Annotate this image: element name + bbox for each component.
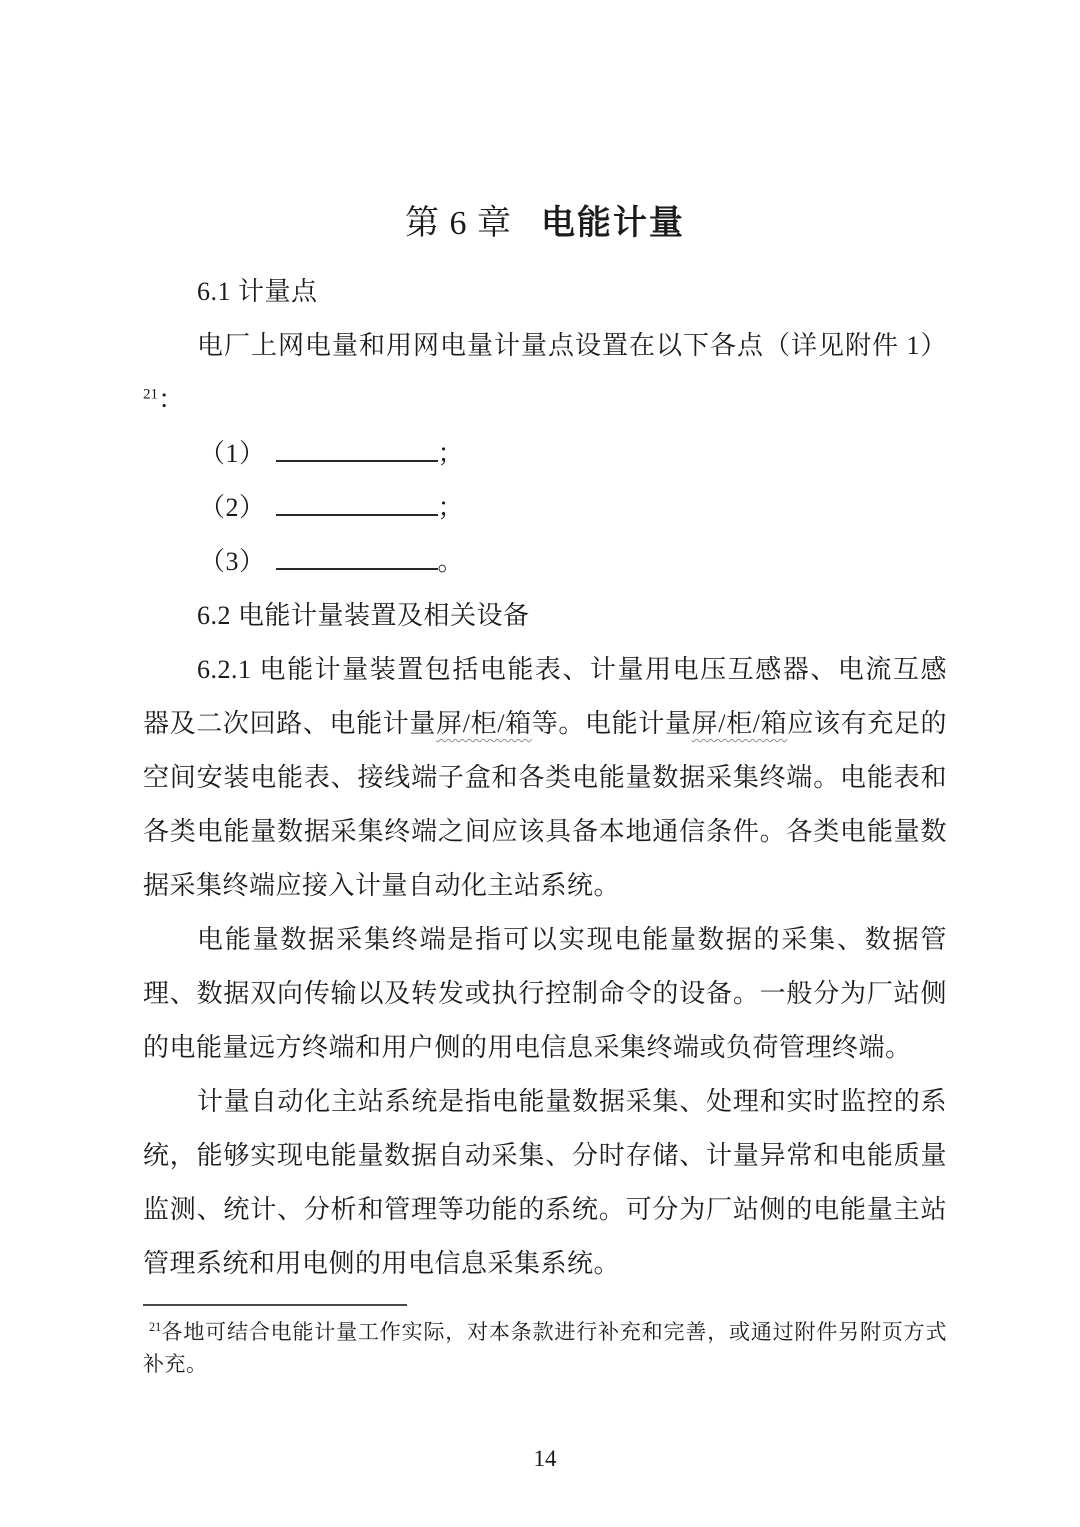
- blank-underline-3: [276, 541, 438, 570]
- blank-underline-2: [276, 487, 438, 516]
- p621-text-1: 6.2.1 电能计量装置包括电能表、计量用电压互感器、电流互感器及二次回路、电能计量: [143, 655, 947, 738]
- list-item-2: [143, 481, 947, 535]
- p621-text-3: 应该有充足的空间安装电能表、接线端子盒和各类电能量数据采集终端。电能表和各类电能量数据采集终端之间应该具备本地通信条件。各类电能量数据采集终端应接入计量自动化主站系统。: [143, 709, 947, 900]
- page-number: 14: [533, 1446, 557, 1471]
- blank-underline-1: [276, 433, 438, 462]
- paragraph-terminal-definition: 电能量数据采集终端是指可以实现电能量数据的采集、数据管理、数据双向传输以及转发或执行控制命令的设备。一般分为厂站侧的电能量远方终端和用户侧的用电信息采集终端或负荷管理终端。: [143, 925, 947, 1062]
- paragraph-6-2-1: [143, 643, 947, 913]
- metering-points-colon: ：: [158, 385, 185, 414]
- list-item-3: [143, 535, 947, 589]
- chapter-number: 第 6 章: [405, 205, 513, 242]
- list-item-3-suffix: 。: [437, 547, 465, 576]
- footnote-separator-rule: [143, 1304, 407, 1306]
- list-item-3-label: （3）: [199, 547, 266, 576]
- footnote-text: 各地可结合电能计量工作实际，对本条款进行补充和完善，或通过附件另附页方式补充。: [143, 1320, 947, 1376]
- list-item-1-suffix: ；: [437, 439, 465, 468]
- footnote-number: 21: [149, 1320, 162, 1334]
- list-item-2-suffix: ；: [437, 493, 465, 522]
- footnote-block: [143, 1304, 947, 1380]
- chapter-name: 电能计量: [540, 204, 685, 242]
- list-item-1-label: （1）: [199, 439, 266, 468]
- p621-underlined-term-2: 屏/柜/箱: [691, 709, 788, 738]
- metering-points-paragraph: [143, 319, 947, 427]
- list-item-1: [143, 427, 947, 481]
- paragraph-master-station-definition: 计量自动化主站系统是指电能量数据采集、处理和实时监控的系统，能够实现电能量数据自动采集、分时存储、计量异常和电能质量监测、统计、分析和管理等功能的系统。可分为厂站侧的电能量主站管理系统和用电侧的用电信息采集系统。: [143, 1087, 947, 1278]
- heading-6-1: 6.1 计量点: [197, 277, 318, 306]
- footnote-text-line: [143, 1316, 947, 1380]
- metering-points-text: 电厂上网电量和用网电量计量点设置在以下各点（详见附件 1）: [197, 331, 947, 360]
- chapter-title: [143, 196, 947, 251]
- heading-6-2: 6.2 电能计量装置及相关设备: [197, 601, 530, 630]
- footnote-ref-21: 21: [143, 386, 159, 403]
- p621-text-2: 等。电能计量: [531, 709, 692, 738]
- p621-underlined-term-1: 屏/柜/箱: [436, 709, 532, 738]
- list-item-2-label: （2）: [199, 493, 266, 522]
